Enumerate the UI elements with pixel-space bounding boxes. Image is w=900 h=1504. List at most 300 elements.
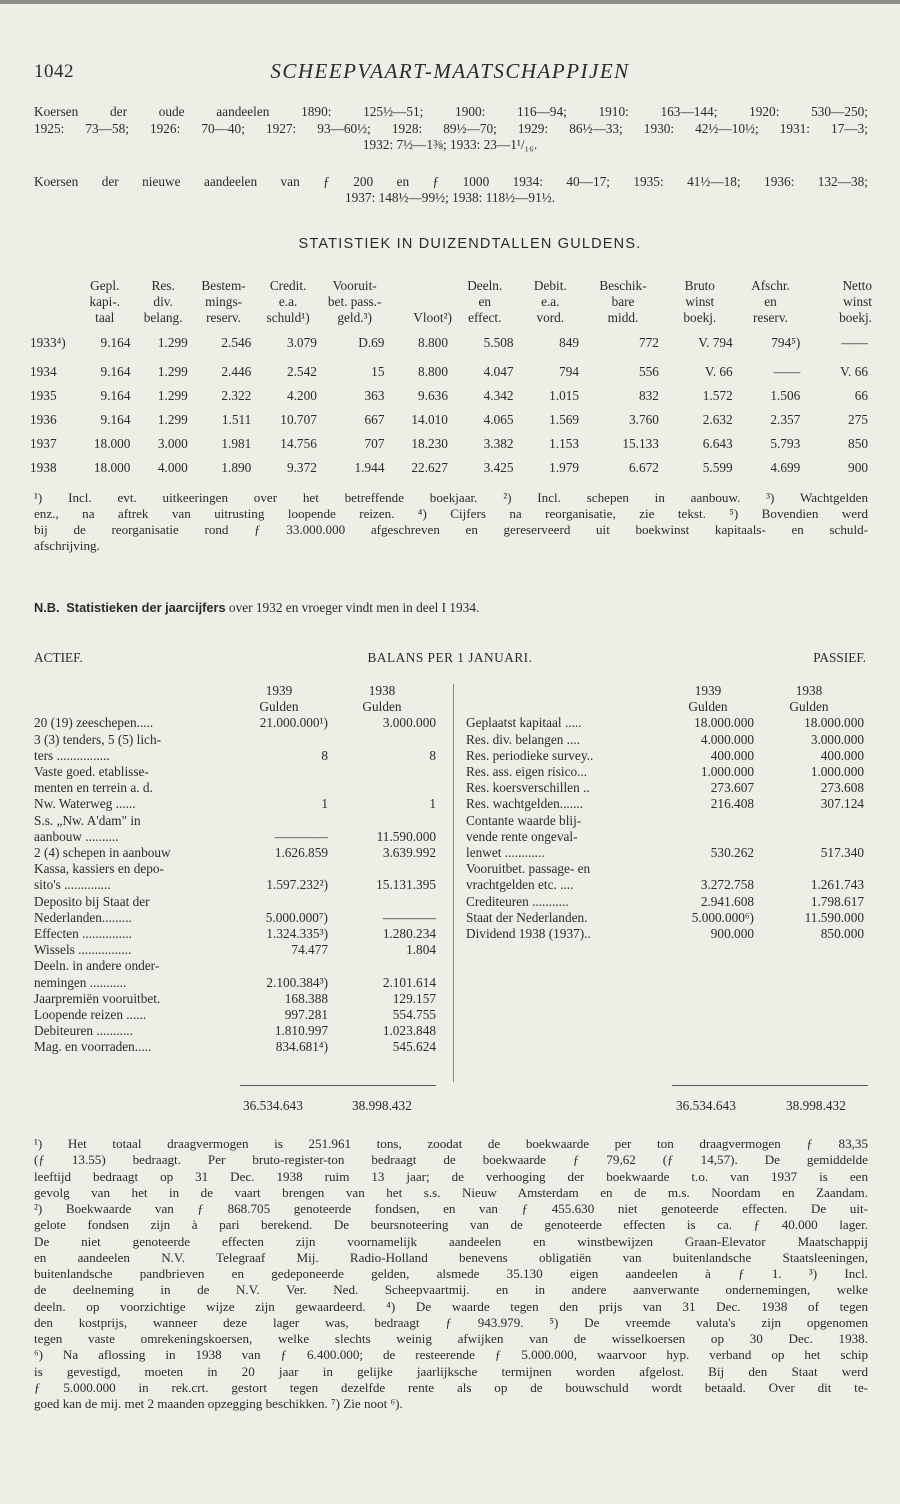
actief-label: ters ................ — [34, 747, 110, 763]
actief-label: aanbouw .......... — [34, 828, 119, 844]
nb-text: over 1932 en vroeger vindt men in deel I 1934. — [225, 600, 480, 615]
statistiek-value-cell: V. 794 — [698, 335, 733, 350]
statistiek-value-cell: 1.572 — [702, 388, 733, 403]
statistiek-header-cell: Bruto — [684, 278, 715, 293]
statistiek-header-cell: midd. — [607, 310, 639, 325]
passief-year-header — [466, 683, 864, 699]
statistiek-value-cell: 9.164 — [100, 412, 131, 427]
passief-label: Staat der Nederlanden. — [466, 909, 588, 925]
actief-value: 8 — [321, 747, 328, 763]
actief-value — [328, 861, 436, 877]
actief-value: 5.000.000⁷) — [265, 909, 328, 925]
nb-bold: Statistieken der jaarcijfers — [66, 600, 226, 615]
statistiek-value-cell: 14.010 — [411, 412, 448, 427]
statistiek-table — [30, 278, 872, 480]
actief-row — [34, 1039, 436, 1055]
statistiek-value-cell: 556 — [639, 364, 659, 379]
statistiek-value-cell: 2.542 — [286, 364, 317, 379]
actief-label: nemingen ........... — [34, 974, 127, 990]
passief-label: vende rente ongeval- — [466, 828, 578, 844]
actief-label: Debiteuren ........... — [34, 1023, 133, 1039]
statistiek-value-cell: D.69 — [358, 335, 385, 350]
statistiek-value-cell: 1.511 — [221, 412, 252, 427]
passief-value: 3.272.758 — [700, 877, 754, 893]
unit-gulden: Gulden — [362, 699, 402, 715]
actief-label: Nw. Waterweg ...... — [34, 796, 136, 812]
nb-label: N.B. — [34, 600, 60, 615]
actief-label: Deposito bij Staat der — [34, 893, 150, 909]
passief-value: 216.408 — [710, 796, 754, 812]
passief-label: Contante waarde blij- — [466, 812, 582, 828]
passief-row — [466, 748, 864, 764]
passief-unit-header — [466, 699, 864, 715]
unit-gulden: Gulden — [259, 699, 299, 715]
actief-value: 1.023.848 — [382, 1023, 436, 1039]
statistiek-header-cell: Gepl. — [90, 278, 120, 293]
passief-value — [754, 813, 864, 829]
passief-value: 11.590.000 — [804, 909, 864, 925]
actief-value — [230, 764, 328, 780]
statistiek-year-cell: 1934 — [30, 364, 57, 379]
passief-label: vrachtgelden etc. .... — [466, 877, 574, 893]
passief-label: Res. koersverschillen .. — [466, 780, 590, 796]
actief-row — [34, 732, 436, 748]
passief-label: Dividend 1938 (1937).. — [466, 926, 591, 942]
actief-row — [34, 942, 436, 958]
statistiek-value-cell: 8.800 — [418, 364, 448, 379]
statistiek-header-cell — [30, 310, 75, 326]
footnote-line: De niet genoteerde effecten zijn voornamelijk aandeelen en winstbewijzen Graan-Elevator Maatschappij — [34, 1233, 868, 1249]
actief-row — [34, 861, 436, 877]
statistiek-header-cell: schuld¹) — [266, 310, 310, 325]
statistiek-value-cell: 2.446 — [221, 364, 252, 379]
statistiek-header-cell: geld.³) — [337, 310, 372, 325]
actief-row — [34, 829, 436, 845]
actief-row — [34, 894, 436, 910]
statistiek-value-cell: 1.979 — [549, 460, 580, 475]
statistiek-value-cell: 1.299 — [157, 388, 188, 403]
statistiek-value-cell: 2.632 — [702, 412, 733, 427]
actief-value: 1.810.997 — [274, 1023, 328, 1039]
passief-row — [466, 764, 864, 780]
actief-label: Wissels ................ — [34, 942, 132, 958]
passief-row — [466, 780, 864, 796]
statistiek-header-cell: taal — [95, 310, 115, 325]
statistiek-header-cell: e.a. — [278, 294, 298, 309]
year-1939: 1939 — [265, 683, 293, 698]
statistiek-value-cell: 1.299 — [157, 412, 188, 427]
passief-value: 5.000.000⁶) — [691, 909, 754, 925]
unit-gulden: Gulden — [688, 699, 728, 715]
passief-value: 4.000.000 — [700, 731, 754, 747]
footnote-line: ¹) Het totaal draagvermogen is 251.961 tons, zoodat de boekwaarde per ton draagvermogen ƒ 83,35 — [34, 1136, 868, 1151]
statistiek-value-cell: 15.133 — [622, 436, 659, 451]
statistiek-header-row — [30, 310, 872, 326]
footnote-line: ²) Boekwaarde van ƒ 868.705 genoteerde fondsen, en van ƒ 455.630 niet genoteerde effecten. De uit- — [34, 1201, 868, 1216]
actief-year-header — [34, 683, 436, 699]
actief-value: 1.324.335³) — [266, 926, 328, 942]
actief-value: ———— — [274, 828, 328, 844]
actief-value — [230, 958, 328, 974]
year-1938: 1938 — [368, 683, 396, 698]
statistiek-value-cell: —— — [773, 364, 801, 379]
passief-row — [466, 845, 864, 861]
statistiek-value-cell: 4.200 — [286, 388, 317, 403]
passief-value — [662, 861, 754, 877]
statistiek-value-cell: 4.342 — [483, 388, 514, 403]
statistiek-value-cell: 9.636 — [418, 388, 448, 403]
passief-row — [466, 877, 864, 893]
actief-value: 8 — [429, 747, 436, 763]
actief-row — [34, 910, 436, 926]
actief-value: 21.000.000¹) — [259, 715, 328, 731]
actief-value — [328, 732, 436, 748]
statistiek-value-cell: 14.756 — [280, 436, 317, 451]
actief-row — [34, 796, 436, 812]
statistiek-header-cell: Credit. — [269, 278, 307, 293]
statistiek-value-cell: 1.015 — [549, 388, 580, 403]
statistiek-value-cell: 849 — [559, 335, 580, 350]
statistiek-header-cell: div. — [153, 294, 173, 309]
year-1939: 1939 — [694, 683, 722, 698]
statistiek-value-cell: 3.382 — [483, 436, 514, 451]
actief-row — [34, 845, 436, 861]
statistiek-header-cell: Vloot²) — [413, 310, 452, 325]
unit-gulden: Gulden — [789, 699, 829, 715]
actief-value: 1.280.234 — [382, 926, 436, 942]
statistiek-value-cell: 2.546 — [221, 335, 252, 350]
statistiek-value-cell: 772 — [639, 335, 659, 350]
footnote-line: buitenlandsche pandbrieven en gedeponeerde gelden, alsmede 35.130 eigen aandeelen à ƒ 1. ³) Incl. — [34, 1266, 868, 1281]
actief-value: ———— — [382, 909, 436, 925]
passief-row — [466, 910, 864, 926]
actief-value: 1 — [429, 796, 436, 812]
actief-label: S.s. „Nw. A'dam" in — [34, 812, 141, 828]
passief-value: 3.000.000 — [810, 731, 864, 747]
actief-row — [34, 813, 436, 829]
passief-value — [754, 861, 864, 877]
statistiek-value-cell: 15 — [371, 364, 385, 379]
actief-row — [34, 975, 436, 991]
actief-value: 1.626.859 — [274, 845, 328, 861]
passief-label: Geplaatst kapitaal ..... — [466, 715, 582, 731]
actief-value — [230, 732, 328, 748]
actief-label: Loopende reizen ...... — [34, 1007, 147, 1023]
statistiek-note-line: ¹) Incl. evt. uitkeeringen over het betreffende boekjaar. ²) Incl. schepen in aanbouw. ³) Wachtgelden — [34, 490, 868, 505]
actief-value — [230, 780, 328, 796]
statistiek-value-cell: 5.793 — [770, 436, 801, 451]
passief-value: 517.340 — [820, 845, 864, 861]
actief-value: 129.157 — [392, 990, 436, 1006]
statistiek-value-cell: 3.760 — [629, 412, 659, 427]
actief-table — [34, 683, 436, 1056]
actief-value: 11.590.000 — [376, 828, 436, 844]
statistiek-value-cell: 1.299 — [157, 335, 188, 350]
footnote-line: leeftijd bedraagt op 31 Dec. 1938 ruim 13 jaar; de verhooging der boekwaarde t.o. van 1937 is een — [34, 1168, 868, 1184]
actief-value: 2.100.384³) — [266, 974, 328, 990]
statistiek-header-cell — [388, 278, 452, 294]
footnote-line: en aandeelen N.V. Telegraaf Mij. Radio-Holland benevens obligatiën van buitenlandsche Staatsleeningen, — [34, 1249, 868, 1265]
actief-row — [34, 958, 436, 974]
statistiek-value-cell: 18.230 — [411, 436, 448, 451]
table-row — [30, 432, 872, 456]
statistiek-header-cell: reserv. — [206, 310, 242, 325]
statistiek-value-cell: V. 66 — [704, 364, 733, 379]
actief-value: 15.131.395 — [376, 877, 436, 893]
statistiek-year-cell: 1938 — [30, 460, 57, 475]
actief-row — [34, 991, 436, 1007]
statistiek-header-row — [30, 294, 872, 310]
statistiek-value-cell: 900 — [848, 460, 868, 475]
table-row — [30, 384, 872, 408]
passief-value: 18.000.000 — [694, 715, 754, 731]
footnote-line: de deelneming in de N.V. Ver. Ned. Scheepvaartmij. en in andere aanverwante ondernemingen, welke — [34, 1282, 868, 1298]
actief-row — [34, 926, 436, 942]
footnote-line: goed kan de mij. met 2 maanden opzegging beschikken. ⁷) Zie noot ⁶). — [34, 1396, 403, 1411]
actief-total-1938: 38.998.432 — [352, 1098, 412, 1113]
table-row — [30, 408, 872, 432]
passief-row — [466, 926, 864, 942]
passief-row — [466, 861, 864, 877]
passief-value — [662, 829, 754, 845]
actief-value: 3.000.000 — [382, 715, 436, 731]
balans-title: BALANS PER 1 JANUARI. — [367, 650, 533, 665]
passief-row — [466, 715, 864, 731]
statistiek-header-cell: boekj. — [683, 310, 717, 325]
statistiek-header-cell: vord. — [536, 310, 565, 325]
passief-label: Res. wachtgelden....... — [466, 796, 584, 812]
statistiek-value-cell: 9.164 — [100, 388, 131, 403]
statistiek-value-cell: 8.800 — [418, 335, 448, 350]
actief-label: sito's .............. — [34, 877, 111, 893]
statistiek-value-cell: 832 — [639, 388, 659, 403]
statistiek-value-cell: 5.599 — [702, 460, 733, 475]
statistiek-header-cell: Netto — [842, 278, 872, 293]
passief-table — [466, 683, 864, 942]
passief-value: 900.000 — [710, 926, 754, 942]
actief-row — [34, 877, 436, 893]
statistiek-year-cell: 1937 — [30, 436, 57, 451]
statistiek-value-cell: 1.506 — [770, 388, 801, 403]
statistiek-value-cell: 10.707 — [280, 412, 317, 427]
passief-value: 18.000.000 — [804, 715, 864, 731]
nb-note — [34, 600, 479, 616]
footnote-line: ƒ 5.000.000 in rek.crt. gestort tegen dezelfde rente als op de bouwschuld wordt betaald. Over dit te- — [34, 1379, 868, 1395]
actief-value: 1.597.232²) — [266, 877, 328, 893]
statistiek-value-cell: 275 — [848, 412, 868, 427]
footnote-line: gelote fondsen zijn à pari berekend. De beursnoteering van de genoteerde effecten is ca. ƒ 40.000 lager. — [34, 1217, 868, 1233]
statistiek-note-line: enz., na aftrek van uitrusting loopende reizen. ⁴) Cijfers na reorganisatie, zie tekst. ⁵) Bovendien werd — [34, 506, 868, 521]
statistiek-header-row — [30, 278, 872, 294]
passief-row — [466, 732, 864, 748]
statistiek-header-cell: winst — [685, 294, 715, 309]
passief-total-1938: 38.998.432 — [786, 1098, 846, 1113]
statistiek-value-cell: 22.627 — [411, 460, 448, 475]
statistiek-value-cell: 9.164 — [100, 335, 131, 350]
page-title: SCHEEPVAART-MAATSCHAPPIJEN — [270, 59, 630, 83]
table-row — [30, 456, 872, 480]
statistiek-value-cell: 2.322 — [221, 388, 252, 403]
statistiek-note-line: afschrijving. — [34, 538, 100, 553]
statistiek-year-cell: 1935 — [30, 388, 57, 403]
statistiek-value-cell: V. 66 — [840, 364, 868, 379]
statistiek-value-cell: 1.890 — [221, 460, 252, 475]
actief-label: Effecten ............... — [34, 926, 132, 942]
passief-label: Res. ass. eigen risico... — [466, 764, 588, 780]
statistiek-value-cell: 1.944 — [354, 460, 385, 475]
actief-row — [34, 1023, 436, 1039]
actief-value — [230, 813, 328, 829]
statistiek-value-cell: 363 — [364, 388, 385, 403]
statistiek-value-cell: 850 — [848, 436, 868, 451]
scan-edge — [0, 0, 900, 4]
statistiek-value-cell: 4.000 — [157, 460, 188, 475]
statistiek-year-cell: 1933⁴) — [30, 335, 66, 350]
passief-total-1939: 36.534.643 — [676, 1098, 736, 1113]
statistiek-value-cell: 4.047 — [483, 364, 514, 379]
statistiek-header-cell — [30, 294, 75, 310]
statistiek-value-cell: 6.643 — [702, 436, 733, 451]
actief-value — [328, 813, 436, 829]
statistiek-value-cell: 3.425 — [483, 460, 514, 475]
statistiek-value-cell: 4.065 — [483, 412, 514, 427]
actief-value — [230, 894, 328, 910]
statistiek-header-cell: bare — [611, 294, 635, 309]
passief-row — [466, 796, 864, 812]
statistiek-value-cell: 794⁵) — [771, 335, 801, 350]
statistiek-header-cell: reserv. — [753, 310, 788, 325]
koersen-oud-line: 1925: 73—58; 1926: 70—40; 1927: 93—60½; 1928: 89½—70; 1929: 86½—33; 1930: 42½—10½; 1931: 17—3; — [34, 121, 868, 136]
actief-value: 3.639.992 — [382, 845, 436, 861]
statistiek-value-cell: 18.000 — [93, 436, 131, 451]
statistiek-header-cell: effect. — [468, 310, 502, 325]
year-1938: 1938 — [795, 683, 823, 698]
statistiek-header-cell: en — [764, 294, 777, 309]
actief-value — [328, 894, 436, 910]
actief-unit-header — [34, 699, 436, 715]
statistiek-value-cell: 6.672 — [629, 460, 659, 475]
statistiek-value-cell: 4.699 — [770, 460, 801, 475]
table-row — [30, 360, 872, 384]
passief-row — [466, 894, 864, 910]
passief-row — [466, 829, 864, 845]
actief-value — [328, 780, 436, 796]
actief-row — [34, 715, 436, 731]
table-row — [30, 326, 872, 360]
actief-label: Jaarpremiën vooruitbet. — [34, 990, 161, 1006]
footnote-line: (ƒ 13.55) bedraagt. Per bruto-register-ton bedraagt de boekwaarde ƒ 79,62 (ƒ 14,57). De gemiddelde — [34, 1152, 868, 1168]
statistiek-value-cell: 3.079 — [286, 335, 317, 350]
statistiek-header-cell — [30, 278, 75, 294]
passief-value: 530.262 — [710, 845, 754, 861]
passief-row — [466, 813, 864, 829]
passief-value: 1.000.000 — [700, 764, 754, 780]
actief-label: Mag. en voorraden..... — [34, 1039, 152, 1055]
passief-label: lenwet ............ — [466, 845, 545, 861]
statistiek-value-cell: —— — [841, 335, 868, 350]
actief-sum-rule — [240, 1085, 436, 1086]
footnote-line: gevolg van het in de vaart brengen van het s.s. Nieuw Amsterdam en de m.s. Noordam en Zaandam. — [34, 1184, 868, 1200]
actief-label: 20 (19) zeeschepen..... — [34, 715, 154, 731]
passief-value: 2.941.608 — [700, 893, 754, 909]
balans-divider — [453, 684, 454, 1082]
footnote-line: ⁶) Na aflossing in 1938 van ƒ 6.400.000; de resteerende ƒ 5.000.000, waarvoor hyp. verband op het schip — [34, 1347, 868, 1363]
statistiek-note-line: bij de reorganisatie rond ƒ 33.000.000 afgeschreven en gereserveerd uit boekwinst kapitaals- en schuld- — [34, 522, 868, 537]
statistiek-header-cell: Afschr. — [751, 278, 790, 293]
actief-value — [328, 958, 436, 974]
actief-row — [34, 780, 436, 796]
actief-label: Deeln. in andere onder- — [34, 958, 160, 974]
actief-value: 834.681⁴) — [275, 1039, 328, 1055]
actief-value: 2.101.614 — [382, 974, 436, 990]
passief-label: Vooruitbet. passage- en — [466, 861, 591, 877]
actief-label: menten en terrein a. d. — [34, 780, 153, 796]
statistiek-value-cell: 18.000 — [93, 460, 131, 475]
statistiek-header-cell: Debit. — [533, 278, 567, 293]
statistiek-value-cell: 707 — [364, 436, 385, 451]
passief-value: 400.000 — [710, 747, 754, 763]
statistiek-value-cell: 9.372 — [286, 460, 317, 475]
actief-label: 2 (4) schepen in aanbouw — [34, 845, 171, 861]
statistiek-value-cell: 5.508 — [483, 335, 514, 350]
statistiek-header-cell: winst — [843, 294, 872, 309]
statistiek-header-cell: mings- — [205, 294, 243, 309]
passief-value: 273.607 — [710, 780, 754, 796]
statistiek-value-cell: 1.299 — [157, 364, 188, 379]
passief-label: Res. div. belangen .... — [466, 731, 580, 747]
actief-label: Kassa, kassiers en depo- — [34, 861, 164, 877]
koersen-oud-line: Koersen der oude aandeelen 1890: 125½—51; 1900: 116—94; 1910: 163—144; 1920: 530—250; — [34, 104, 868, 119]
actief-value: 74.477 — [291, 942, 328, 958]
statistiek-value-cell: 66 — [854, 388, 868, 403]
passief-value — [662, 813, 754, 829]
actief-value: 168.388 — [284, 990, 328, 1006]
actief-label: Nederlanden......... — [34, 909, 132, 925]
statistiek-header-cell: Bestem- — [201, 278, 246, 293]
statistiek-header-cell: belang. — [143, 310, 183, 325]
statistiek-header-cell: en — [478, 294, 492, 309]
passief-heading: PASSIEF. — [813, 650, 866, 665]
statistiek-header-cell — [388, 294, 452, 310]
passief-label: Crediteuren ........... — [466, 893, 569, 909]
actief-label: Vaste goed. etablisse- — [34, 764, 149, 780]
statistiek-value-cell: 9.164 — [100, 364, 131, 379]
actief-value: 554.755 — [392, 1007, 436, 1023]
statistiek-header-cell: bet. pass.- — [327, 294, 382, 309]
statistiek-year-cell: 1936 — [30, 412, 57, 427]
actief-heading: ACTIEF. — [34, 650, 83, 665]
statistiek-value-cell: 1.153 — [549, 436, 580, 451]
footnote-line: tegen vaste omrekeningskoersen, welke slechts weinig afwijken van de wisselkoersen op 30 Dec. 1938. — [34, 1331, 868, 1346]
statistiek-header-cell: Beschik- — [599, 278, 647, 293]
actief-value: 997.281 — [284, 1007, 328, 1023]
statistiek-header-cell: e.a. — [541, 294, 560, 309]
statistiek-value-cell: 667 — [364, 412, 385, 427]
statistiek-value-cell: 1.981 — [221, 436, 252, 451]
passief-value — [754, 829, 864, 845]
actief-row — [34, 764, 436, 780]
statistiek-value-cell: 794 — [559, 364, 580, 379]
actief-total-1939: 36.534.643 — [243, 1098, 303, 1113]
footnote-line: den kostprijs, wanneer deze lager was, bedraagt ƒ 943.979. ⁵) De vreemde valuta's zijn opgenomen — [34, 1314, 868, 1330]
footnote-line: is gevestigd, moeten in 20 jaar in gelijke jaarlijksche termijnen worden afgelost. Bij den Staat werd — [34, 1363, 868, 1379]
passief-value: 1.000.000 — [810, 764, 864, 780]
actief-value — [328, 764, 436, 780]
statistiek-title: STATISTIEK IN DUIZENDTALLEN GULDENS. — [298, 236, 642, 252]
actief-value: 545.624 — [392, 1039, 436, 1055]
statistiek-header-cell: boekj. — [839, 310, 872, 325]
passief-value: 1.261.743 — [810, 877, 864, 893]
